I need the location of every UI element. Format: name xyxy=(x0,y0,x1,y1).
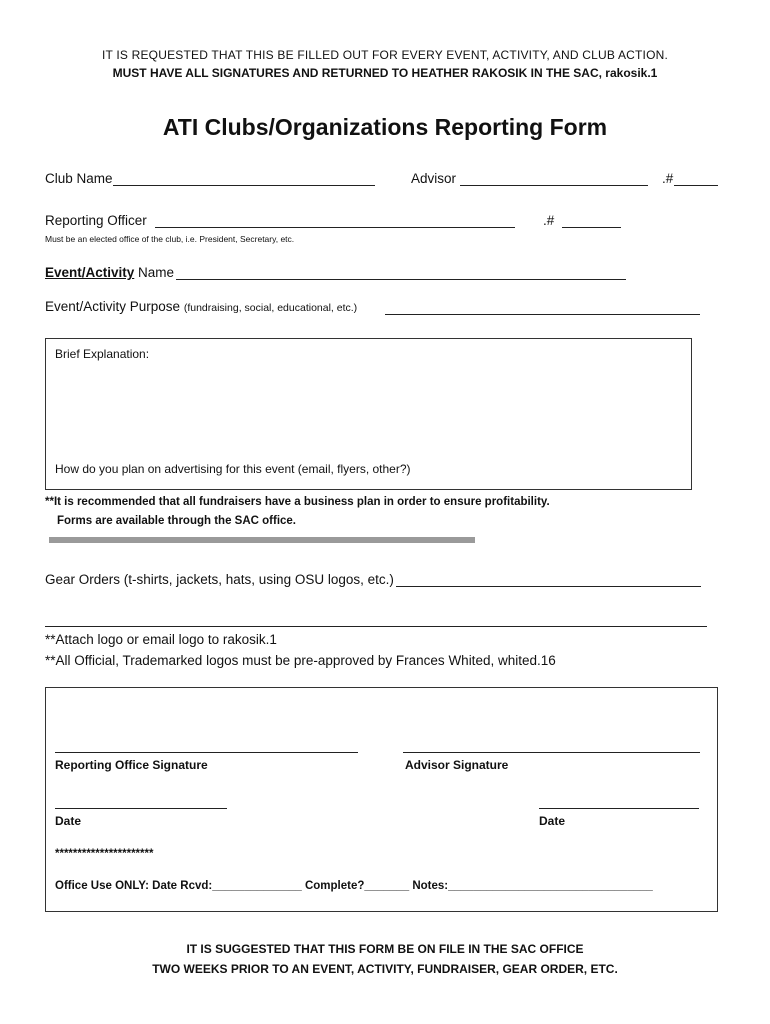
gear-orders-label: Gear Orders (t-shirts, jackets, hats, using OSU logos, etc.) xyxy=(45,572,394,587)
event-name-label: Name xyxy=(138,265,175,280)
fundraiser-note-line-2: Forms are available through the SAC office. xyxy=(57,515,296,527)
club-name-field[interactable] xyxy=(113,172,375,191)
reporting-officer-label: Reporting Officer xyxy=(45,213,147,228)
header-line-1: IT IS REQUESTED THAT THIS BE FILLED OUT FOR EVERY EVENT, ACTIVITY, AND CLUB ACTION. xyxy=(101,48,669,62)
form-title: ATI Clubs/Organizations Reporting Form xyxy=(162,114,608,140)
event-activity-label: Event/Activity xyxy=(45,265,135,280)
purpose-label: Event/Activity Purpose xyxy=(45,299,181,314)
separator-stars: ********************** xyxy=(55,848,154,860)
date-left-line[interactable] xyxy=(55,808,227,809)
fundraiser-note-line-1: **It is recommended that all fundraisers have a business plan in order to ensure profitability. xyxy=(45,496,550,508)
date-right-line[interactable] xyxy=(539,808,699,809)
reporting-office-signature-label: Reporting Office Signature xyxy=(55,758,208,772)
footer-line-2: TWO WEEKS PRIOR TO AN EVENT, ACTIVITY, FUNDRAISER, GEAR ORDER, ETC. xyxy=(152,962,618,976)
event-name-field[interactable] xyxy=(176,266,626,285)
advisor-signature-label: Advisor Signature xyxy=(405,758,509,772)
officer-dot-number-label: .# xyxy=(543,213,555,228)
officer-dot-number-field[interactable] xyxy=(562,214,621,233)
event-name-row xyxy=(45,265,174,280)
trademark-logo-note: **All Official, Trademarked logos must be pre-approved by Frances Whited, whited.16 xyxy=(45,653,556,668)
section-divider xyxy=(49,537,475,543)
gear-orders-field[interactable] xyxy=(396,573,701,592)
signatures-box xyxy=(45,687,718,912)
date-right-label: Date xyxy=(539,814,566,828)
club-name-label: Club Name xyxy=(45,171,113,186)
reporting-office-signature-line[interactable] xyxy=(55,752,358,753)
reporting-officer-field[interactable] xyxy=(155,214,515,233)
advisor-field[interactable] xyxy=(460,172,648,191)
gear-orders-field-line-2[interactable] xyxy=(45,613,707,632)
explanation-box[interactable] xyxy=(45,338,692,490)
advisor-signature-line[interactable] xyxy=(403,752,700,753)
purpose-hint: (fundraising, social, educational, etc.) xyxy=(183,302,358,314)
purpose-field[interactable] xyxy=(385,301,700,320)
brief-explanation-label: Brief Explanation: xyxy=(55,347,150,361)
footer-line-1: IT IS SUGGESTED THAT THIS FORM BE ON FILE IN THE SAC OFFICE xyxy=(186,942,584,956)
office-use-only-row: Office Use ONLY: Date Rcvd:______________ Complete?_______ Notes:________________________________ xyxy=(55,880,653,892)
advisor-dot-number-field[interactable] xyxy=(674,172,718,191)
purpose-row xyxy=(45,299,357,314)
date-left-label: Date xyxy=(55,814,82,828)
header-line-2: MUST HAVE ALL SIGNATURES AND RETURNED TO HEATHER RAKOSIK IN THE SAC, rakosik.1 xyxy=(112,66,658,80)
attach-logo-note: **Attach logo or email logo to rakosik.1 xyxy=(45,632,277,647)
advertising-question: How do you plan on advertising for this event (email, flyers, other?) xyxy=(55,462,411,476)
advisor-dot-number-label: .# xyxy=(662,171,674,186)
advisor-label: Advisor xyxy=(411,171,457,186)
officer-note: Must be an elected office of the club, i.e. President, Secretary, etc. xyxy=(45,234,295,244)
